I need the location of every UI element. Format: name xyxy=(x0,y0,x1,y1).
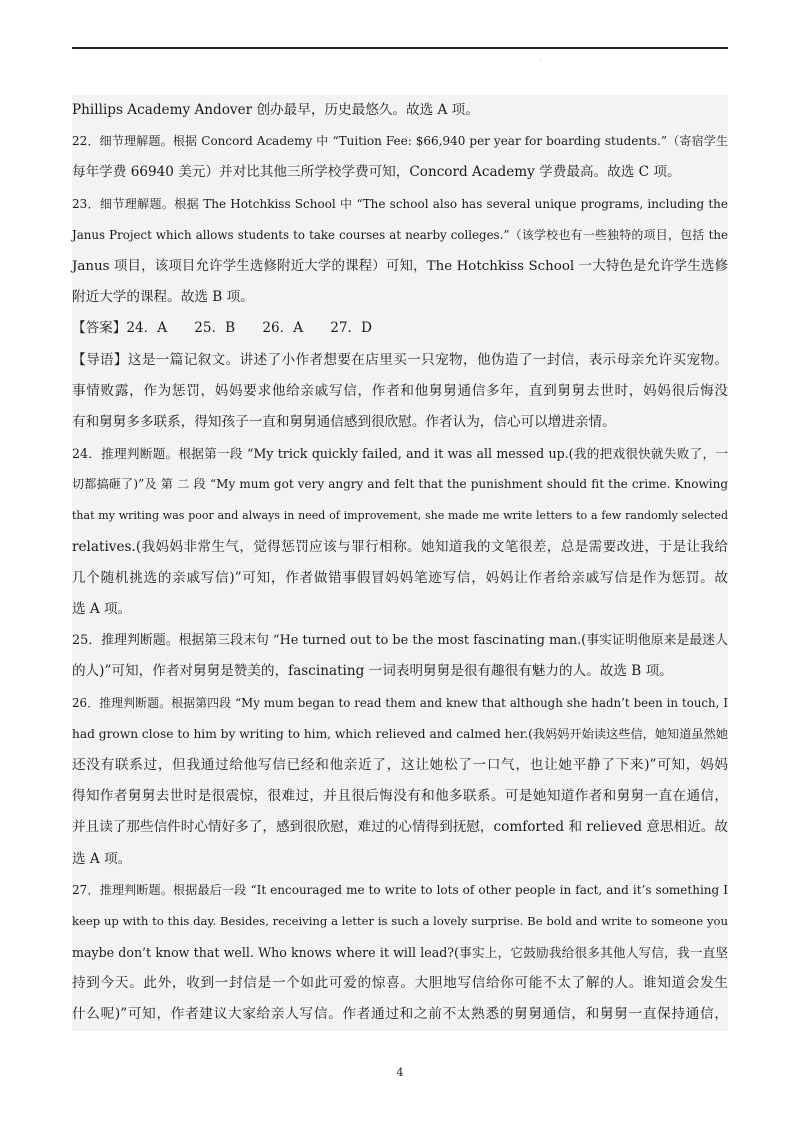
text-line: 24．推理判断题。根据第一段 “My trick quickly failed, and it was all messed up.(我的把戏很快就失败了，一 xyxy=(72,446,728,462)
header-rule xyxy=(72,47,728,49)
text-line: maybe don’t know that well. Who knows where it will lead?(事实上，它鼓励我给很多其他人写信，我一直坚 xyxy=(72,945,728,961)
page-number: 4 xyxy=(396,1066,404,1079)
text-line: keep up with to this day. Besides, receiving a letter is such a lovely surprise. Be bold and write to someone you xyxy=(72,913,728,928)
text-line: had grown close to him by writing to him, which relieved and calmed her.(我妈妈开始读这些信，她知道虽然她 xyxy=(72,726,728,741)
text-line: 还没有联系过，但我通过给他写信已经和他亲近了，这让她松了一口气，也让她平静了下来)”可知，妈妈 xyxy=(72,756,728,773)
text-line: 选 A 项。 xyxy=(72,601,132,617)
text-line: Janus 项目，该项目允许学生选修附近大学的课程）可知，The Hotchkiss School 一大特色是允许学生选修 xyxy=(72,258,728,274)
text-line: 选 A 项。 xyxy=(72,850,132,867)
text-line: 什么呢)”可知，作者建议大家给亲人写信。作者通过和之前不太熟悉的舅舅通信，和舅舅一直保持通信， xyxy=(72,1006,728,1023)
text-line: that my writing was poor and always in need of improvement, she made me write letters to a few randomly selected xyxy=(72,509,728,523)
text-line: relatives.(我妈妈非常生气，觉得惩罚应该与罪行相称。她知道我的文笔很差，总是需要改进，于是让我给 xyxy=(72,538,728,555)
text-line: 每年学费 66940 美元）并对比其他三所学校学费可知，Concord Academy 学费最高。故选 C 项。 xyxy=(72,164,681,181)
text-line: 25．推理判断题。根据第三段末句 “He turned out to be the most fascinating man.(事实证明他原来是最迷人 xyxy=(72,633,728,649)
text-line: 23．细节理解题。根据 The Hotchkiss School 中 “The school also has several unique programs, including the xyxy=(72,196,728,211)
text-line: 【导语】这是一篇记叙文。讲述了小作者想要在店里买一只宠物，他伪造了一封信，表示母亲允许买宠物。 xyxy=(72,351,728,368)
text-line: 有和舅舅多多联系，得知孩子一直和舅舅通信感到很欣慰。作者认为，信心可以增进亲情。 xyxy=(72,413,616,430)
text-line: 切都搞砸了)”及 第 二 段 “My mum got very angry and felt that the punishment should fit the crime. Knowing xyxy=(72,477,728,492)
text-line: 几个随机挑选的亲戚写信)”可知，作者做错事假冒妈妈笔迹写信，妈妈让作者给亲戚写信是作为惩罚。故 xyxy=(72,569,728,586)
text-line: 得知作者舅舅去世时是很震惊，很难过，并且很后悔没有和他多联系。可是她知道作者和舅舅一直在通信， xyxy=(72,788,728,805)
text-line: 22．细节理解题。根据 Concord Academy 中 “Tuition Fee: $66,940 per year for boarding students.”（寄宿学生 xyxy=(72,134,728,149)
text-line: 持到今天。此外，收到一封信是一个如此可爱的惊喜。大胆地写信给你可能不太了解的人。谁知道会发生 xyxy=(72,975,728,992)
document-body xyxy=(72,95,728,1031)
text-line: 的人)”可知，作者对舅舅是赞美的，fascinating 一词表明舅舅是很有趣很有魅力的人。故选 B 项。 xyxy=(72,663,673,680)
text-line: 27．推理判断题。根据最后一段 “It encouraged me to write to lots of other people in fact, and it’s something I xyxy=(72,882,728,897)
text-line: Phillips Academy Andover 创办最早，历史最悠久。故选 A 项。 xyxy=(72,102,479,118)
text-line: 并且读了那些信件时心情好多了，感到很欣慰，难过的心情得到抚慰，comforted 和 relieved 意思相近。故 xyxy=(72,819,728,836)
header-mark: . xyxy=(540,56,542,63)
text-line: 附近大学的课程。故选 B 项。 xyxy=(72,289,254,306)
text-line: 26．推理判断题。根据第四段 “My mum began to read them and knew that although she hadn’t been in touch, I xyxy=(72,695,728,710)
answer-line: 【答案】24．A 25．B 26．A 27．D xyxy=(72,320,373,337)
text-line: Janus Project which allows students to take courses at nearby colleges.”（该学校也有一些独特的项目，包括 the xyxy=(72,227,728,242)
text-line: 事情败露，作为惩罚，妈妈要求他给亲戚写信，作者和他舅舅通信多年，直到舅舅去世时，妈妈很后悔没 xyxy=(72,382,728,399)
